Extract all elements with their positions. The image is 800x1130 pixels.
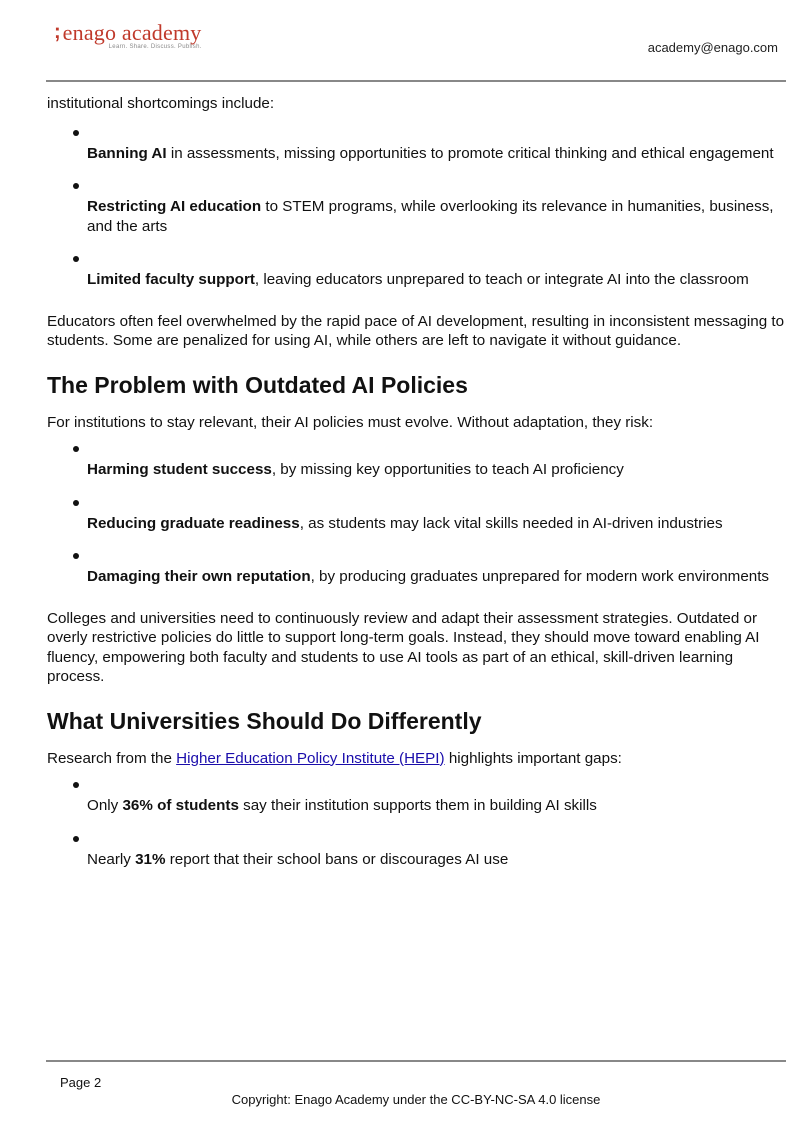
list-item-bold: Damaging their own reputation — [87, 568, 311, 585]
list-item-text: Only — [87, 797, 123, 814]
shortcomings-list — [47, 122, 787, 290]
section-heading: What Universities Should Do Differently — [47, 707, 482, 734]
hepi-link[interactable]: Higher Education Policy Institute (HEPI) — [176, 749, 445, 767]
list-item-text: report that their school bans or discourages AI use — [165, 850, 509, 868]
intro-text: institutional shortcomings include: — [47, 95, 275, 112]
list-item — [47, 828, 787, 870]
logo-text — [63, 22, 202, 51]
list-item-bold: Harming student success — [87, 461, 272, 478]
list-item-text: to STEM programs, while overlooking its relevance in humanities, business, and the arts — [87, 198, 774, 235]
section-heading: The Problem with Outdated AI Policies — [47, 371, 468, 398]
logo-tagline: Learn. Share. Discuss. Publish. — [108, 44, 202, 50]
lead-text: Research from the — [47, 749, 177, 767]
list-item-bold: 36% of students — [122, 797, 239, 814]
list-item — [47, 248, 787, 290]
footer-divider — [46, 1060, 786, 1062]
list-item-bold: Reducing graduate readiness — [87, 514, 300, 532]
list-item-bold: Limited faculty support — [87, 271, 255, 288]
logo-wordmark: enago academy — [62, 20, 202, 45]
list-item-text: say their institution supports them in building AI skills — [238, 797, 597, 814]
list-item-text: , as students may lack vital skills needed in AI-driven industries — [299, 514, 723, 532]
page-number: Page 2 — [60, 1075, 102, 1090]
list-item — [47, 122, 787, 164]
list-item — [47, 175, 787, 236]
article-body — [47, 94, 787, 881]
list-item-bold: Banning AI — [87, 144, 167, 162]
list-item — [47, 438, 787, 480]
paragraph: Educators often feel overwhelmed by the rapid pace of AI development, resulting in inconsistent messaging to students. Some are penalized for using AI, while others are left to navigate it without guidance. — [47, 312, 785, 349]
list-item-text: , leaving educators unprepared to teach or integrate AI into the classroom — [254, 271, 749, 288]
list-item — [47, 545, 787, 587]
page-header — [0, 0, 800, 82]
section-lead — [47, 749, 787, 769]
section-lead: For institutions to stay relevant, their AI policies must evolve. Without adaptation, they risk: — [47, 413, 654, 431]
list-item-text: , by missing key opportunities to teach AI proficiency — [271, 461, 624, 478]
list-item-bold: 31% — [135, 850, 166, 868]
paragraph: Colleges and universities need to continuously review and adapt their assessment strategies. Outdated or overly restrictive policies do little to support long-term goals. Instead, they should move toward enabling AI fluency, empowering both faculty and students to use AI tools as part of an ethical, skill-driven learning process. — [47, 609, 760, 685]
gaps-list — [47, 774, 787, 869]
list-item — [47, 774, 787, 816]
list-item-text: Nearly — [87, 850, 136, 868]
header-divider — [46, 80, 786, 82]
list-item — [47, 492, 787, 534]
lead-text: highlights important gaps: — [444, 749, 622, 767]
enago-academy-logo[interactable] — [54, 22, 202, 51]
list-item-text: in assessments, missing opportunities to promote critical thinking and ethical engagement — [166, 144, 774, 162]
list-item-bold: Restricting AI education — [87, 198, 262, 215]
list-item-text: , by producing graduates unprepared for modern work environments — [310, 568, 770, 585]
copyright-notice: Copyright: Enago Academy under the CC-BY-NC-SA 4.0 license — [231, 1092, 601, 1107]
header-email: academy@enago.com — [647, 40, 778, 55]
logo-mark-icon: ; — [54, 21, 61, 43]
risks-list — [47, 438, 787, 587]
